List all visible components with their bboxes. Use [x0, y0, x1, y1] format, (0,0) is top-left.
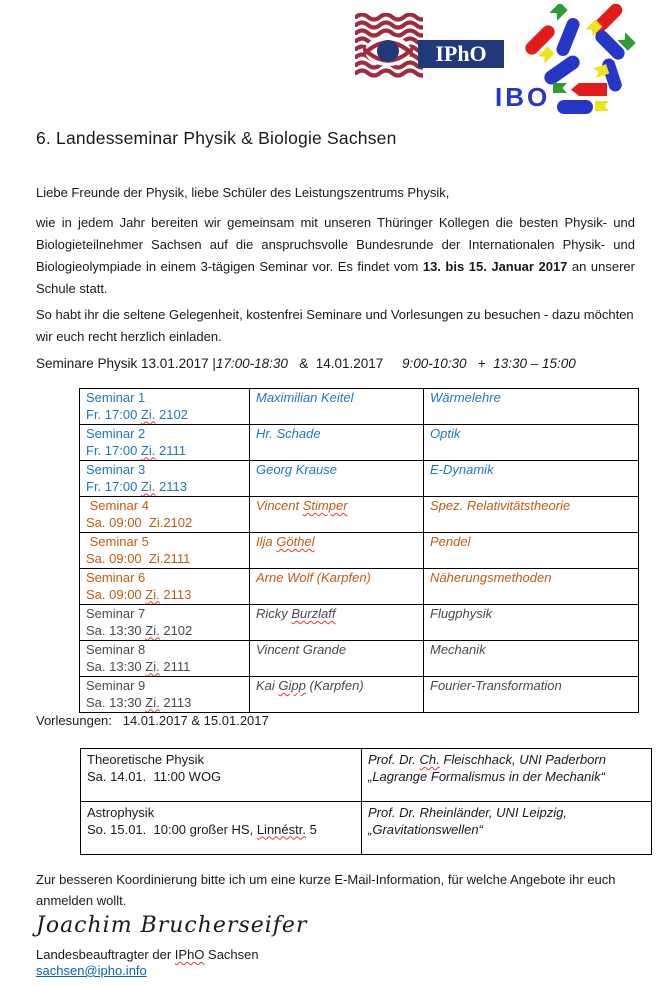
table-cell: Seminar 4 Sa. 09:00 Zi.2102 [86, 498, 193, 530]
table-cell: Seminar 1 Fr. 17:00 Zi. 2102 [86, 390, 188, 422]
page-title: 6. Landesseminar Physik & Biologie Sachsen [36, 128, 397, 148]
signature-role [36, 947, 259, 962]
ipho-logo [418, 40, 504, 68]
seminar-time-3: 13:30 – 15:00 [493, 356, 576, 371]
ipho-eye-icon [377, 40, 399, 62]
table-row [80, 568, 638, 604]
table-cell: Theoretische Physik Sa. 14.01. 11:00 WOG [87, 752, 222, 784]
role-text: Landesbeauftragter der [36, 947, 175, 962]
table-cell: Maximilian Keitel [249, 389, 423, 424]
seminar-time-2: 9:00-10:30 [402, 356, 467, 371]
seminar-header-text-3: + [466, 356, 494, 371]
table-cell: Seminar 2 Fr. 17:00 Zi. 2111 [86, 426, 186, 458]
table-cell: Ilja Göthel [249, 533, 423, 568]
table-cell: Mechanik [423, 641, 638, 676]
date-range-bold: 13. bis 15. Januar 2017 [422, 259, 568, 274]
table-row [81, 749, 651, 801]
table-row [80, 640, 638, 676]
table-cell: Pendel [423, 533, 638, 568]
intro-text-end: an unserer Schule statt. [36, 259, 635, 296]
table-row [81, 801, 651, 854]
ibo-logo [495, 4, 670, 120]
ibo-logo-text: IBO [495, 82, 551, 112]
separator-bar: | [212, 356, 216, 371]
table-cell: Seminar 7 Sa. 13:30 Zi. 2102 [86, 606, 193, 638]
intro-text: wie in jedem Jahr bereiten wir gemeinsam mit unseren Thüringer Kollegen die besten Physik- und Biologieteilnehmer Sachsen auf die anspruchsvolle Bundesrunde der Internationalen Physik- und Biologieolympiade in einem 3-tägigen Seminar vor. Es findet vom [36, 215, 635, 274]
ipho-logo-text: IPhO [435, 41, 487, 66]
table-cell: Prof. Dr. Rheinländer, UNI Leipzig, „Gravitationswellen“ [361, 802, 651, 854]
table-cell: Flugphysik [423, 605, 638, 640]
table-cell: Astrophysik So. 15.01. 10:00 großer HS, Linnéstr. 5 [87, 805, 317, 837]
ipho-logo-mark [355, 13, 423, 79]
table-cell: Vincent Grande [249, 641, 423, 676]
table-row [80, 460, 638, 496]
table-cell: Seminar 3 Fr. 17:00 Zi. 2113 [86, 462, 187, 494]
closing-paragraph: Zur besseren Koordinierung bitte ich um eine kurze E-Mail-Information, für welche Angebote ihr euch anmelden wollt. [36, 872, 616, 908]
intro-paragraph [36, 212, 635, 300]
table-cell: Näherungsmethoden [423, 569, 638, 604]
salutation: Liebe Freunde der Physik, liebe Schüler des Leistungszentrums Physik, [36, 185, 450, 200]
table-cell: Fourier-Transformation [423, 677, 638, 712]
table-cell: E-Dynamik [423, 461, 638, 496]
table-row [80, 532, 638, 568]
seminar-table [79, 388, 639, 713]
table-cell: Georg Krause [249, 461, 423, 496]
table-cell: Arne Wolf (Karpfen) [249, 569, 423, 604]
email-link[interactable]: sachsen@ipho.info [36, 963, 147, 978]
lecture-table [80, 748, 652, 855]
lectures-heading: Vorlesungen: 14.01.2017 & 15.01.2017 [36, 713, 269, 728]
invitation-paragraph: So habt ihr die seltene Gelegenheit, kostenfrei Seminare und Vorlesungen zu besuchen - dazu möchten wir euch recht herzlich einladen. [36, 307, 634, 344]
table-row [80, 676, 638, 712]
table-cell: Seminar 6 Sa. 09:00 Zi. 2113 [86, 570, 192, 602]
table-cell: Spez. Relativitätstheorie [423, 497, 638, 532]
table-cell: Wärmelehre [423, 389, 638, 424]
role-text-end: Sachsen [204, 947, 259, 962]
table-row [80, 604, 638, 640]
seminar-time-1: 17:00-18:30 [215, 356, 288, 371]
table-cell: Kai Gipp (Karpfen) [249, 677, 423, 712]
table-row [80, 424, 638, 460]
table-cell: Hr. Schade [249, 425, 423, 460]
signature-name: Joachim Brucherseifer [36, 913, 308, 938]
seminar-schedule-header [36, 356, 576, 371]
seminar-header-text-2: & 14.01.2017 [287, 356, 403, 371]
table-row [80, 389, 638, 424]
table-cell: Ricky Burzlaff [249, 605, 423, 640]
table-cell: Seminar 9 Sa. 13:30 Zi. 2113 [86, 678, 192, 710]
table-cell: Optik [423, 425, 638, 460]
table-cell: Prof. Dr. Ch. Fleischhack, UNI Paderborn „Lagrange Formalismus in der Mechanik“ [361, 749, 651, 801]
table-cell: Seminar 8 Sa. 13:30 Zi. 2111 [86, 642, 191, 674]
role-text-squiggled: IPhO [174, 947, 205, 962]
seminar-header-text: Seminare Physik 13.01.2017 [36, 356, 213, 371]
table-cell: Vincent Stimper [249, 497, 423, 532]
table-cell: Seminar 5 Sa. 09:00 Zi.2111 [86, 534, 191, 566]
table-row [80, 496, 638, 532]
